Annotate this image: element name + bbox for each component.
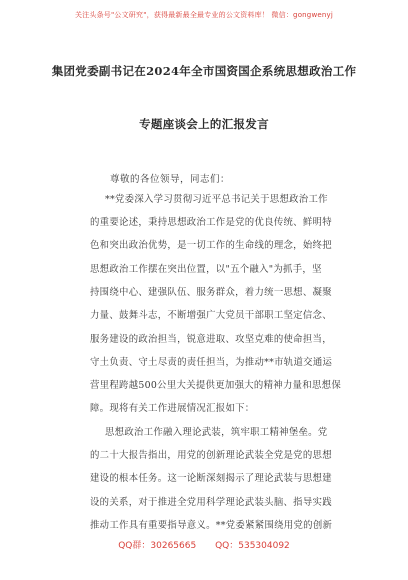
body-line: 建设的根本任务。这一论断深刻揭示了理论武装与思想建 (90, 473, 332, 484)
body-line: 设的关系，对于推进全党用科学理论武装头脑、指导实践 (90, 497, 332, 508)
body-line: 障。现将有关工作进展情况汇报如下： (90, 403, 255, 414)
body-line: 营里程跨越500公里大关提供更加强大的精神力量和思想保 (90, 380, 341, 391)
header-banner: 关注头条号"公文研究"，获得最新最全最专业的公文资料库！ 微信：gongwenyj (74, 11, 334, 19)
body-line: 服务建设的政治担当，锐意进取、攻坚克难的使命担当， (90, 334, 332, 345)
body-line: 守土负责、守土尽责的责任担当，为推动**市轨道交通运 (90, 357, 333, 368)
document-title-line-2: 专题座谈会上的汇报发言 (139, 117, 269, 131)
salutation: 尊敬的各位领导，同志们： (110, 174, 231, 185)
qq-group-number: QQ群：30265665 (118, 541, 197, 551)
qq-number: QQ：535304092 (215, 541, 290, 551)
body-line: 力量、鼓舞斗志，不断增强广大党员干部职工坚定信念、 (90, 310, 332, 321)
body-line: 的重要论述，秉持思想政治工作是党的优良传统、鲜明特 (90, 217, 332, 228)
body-line: 推动工作具有重要指导意义。**党委紧紧围绕用党的创新 (90, 520, 333, 531)
body-line: 思想政治工作融入理论武装，筑牢职工精神堡垒。党 (105, 427, 328, 438)
document-title-line-1: 集团党委副书记在2024年全市国资国企系统思想政治工作 (51, 64, 357, 78)
body-line: 的二十大报告指出，用党的创新理论武装全党是党的思想 (90, 450, 332, 461)
body-line: 色和突出政治优势，是一切工作的生命线的理念，始终把 (90, 240, 332, 251)
footer-contact (0, 538, 408, 551)
body-line: **党委深入学习贯彻习近平总书记关于思想政治工作 (105, 194, 328, 205)
body-line: 持围绕中心、建强队伍、服务群众，着力统一思想、凝聚 (90, 287, 332, 298)
body-line: 思想政治工作摆在突出位置，以"五个融入"为抓手，坚 (90, 264, 322, 275)
